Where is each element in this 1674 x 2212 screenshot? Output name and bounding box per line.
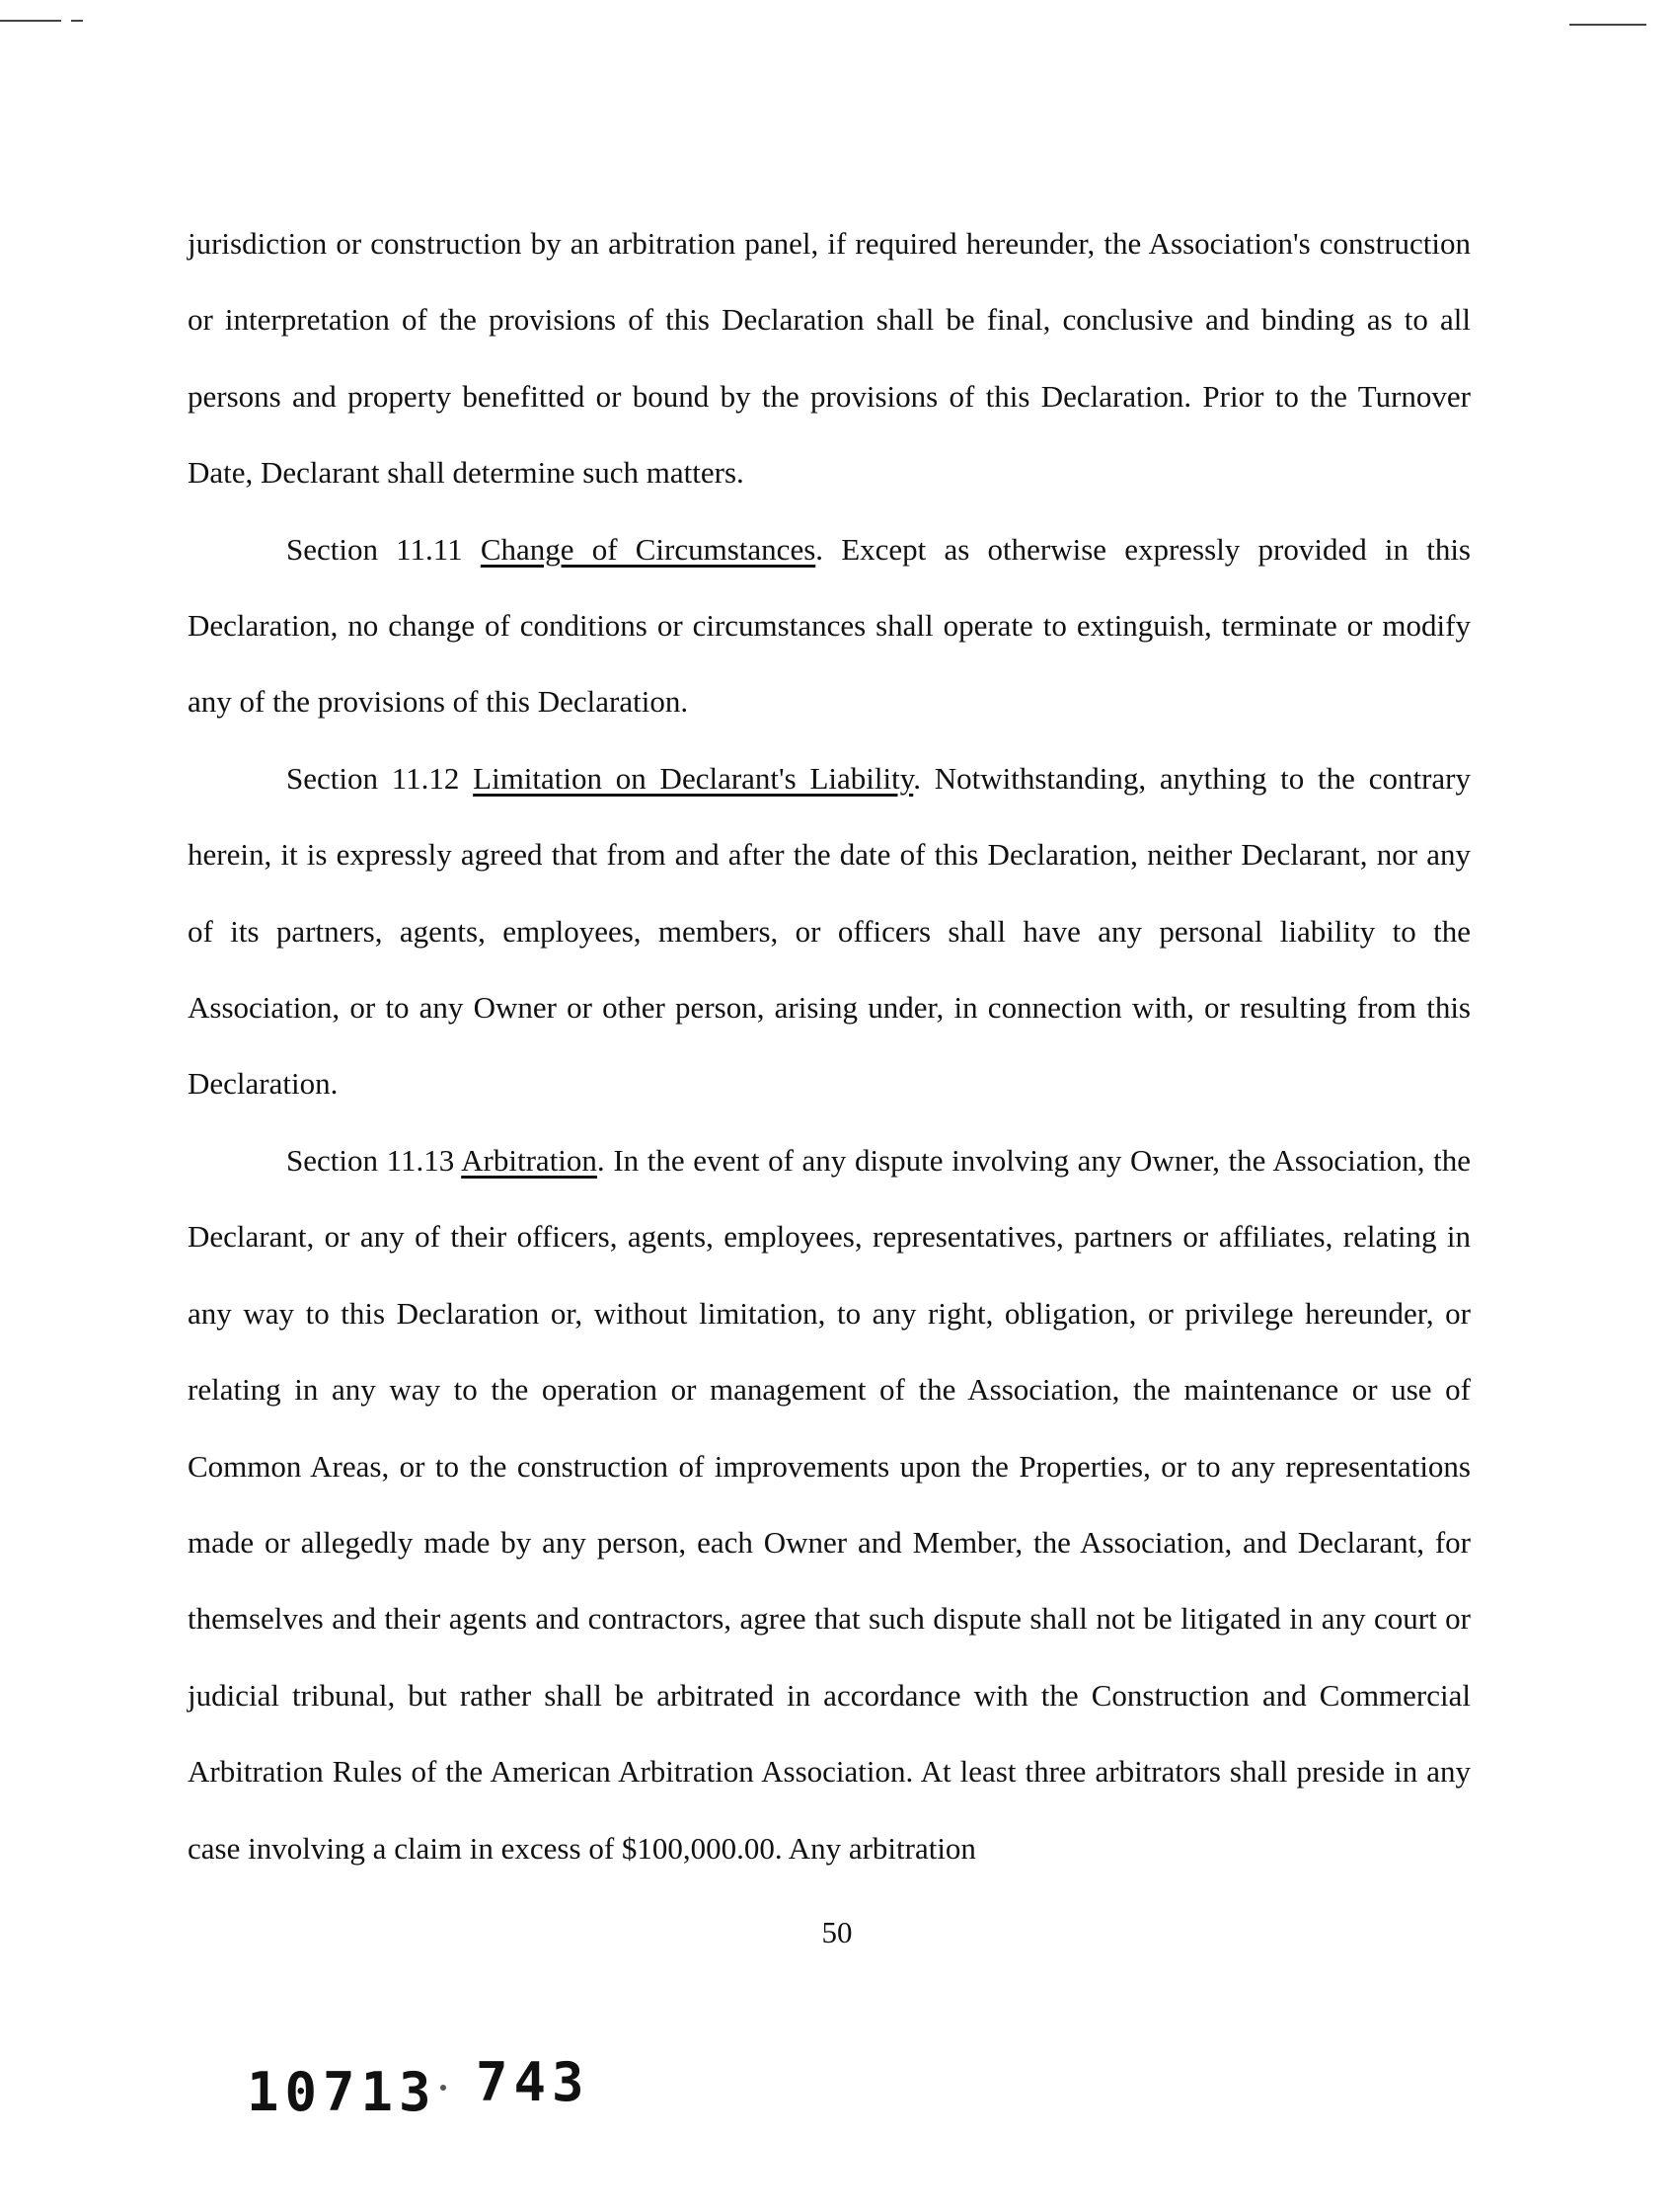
heading-period: . [913,760,921,796]
paragraph-text: jurisdiction or construction by an arbitration panel, if required hereunder, the Association's construction or interpretation of the provisions of this Declaration shall be final, conclusive and binding as to all persons and property benefitted or bound by the provisions of this Declaration. Prior to the Turnover Date, Declarant shall determine such matters. [188,226,1471,491]
section-number: Section 11.12 [286,760,474,796]
body-text [188,205,1471,1886]
section-heading: Arbitration [461,1142,597,1178]
paragraph-text: Notwithstanding, anything to the contrary herein, it is expressly agreed that from and after the date of this Declaration, neither Declarant, nor any of its partners, agents, employees, members, or officers shall have any personal liability to the Association, or to any Owner or other person, arising under, in connection with, or resulting from this Declaration. [188,760,1471,1102]
section-heading: Change of Circumstances [480,531,816,567]
section-heading: Limitation on Declarant's Liability [473,760,914,796]
section-number: Section 11.13 [286,1142,462,1178]
scan-mark-top-left-2 [71,20,83,22]
heading-period: . [596,1142,605,1178]
paragraph-continuation [188,205,1471,511]
page-number: 50 [821,1915,853,1949]
section-number: Section 11.11 [286,531,481,567]
stamp-dot [440,2085,446,2091]
paragraph-section-11-12 [188,740,1471,1122]
recording-stamp-book: 10713 [247,2061,437,2123]
paragraph-text: Except as otherwise expressly provided in this Declaration, no change of conditions or circumstances shall operate to extinguish, terminate or modify any of the provisions of this Declaration. [188,531,1471,720]
paragraph-text: In the event of any dispute involving any Owner, the Association, the Declarant, or any of their officers, agents, employees, representatives, partners or affiliates, relating in any way to this Declaration or, without limitation, to any right, obligation, or privilege hereunder, or relating in any way to the operation or management of the Association, the maintenance or use of Common Areas, or to the construction of improvements upon the Properties, or to any representations made or allegedly made by any person, each Owner and Member, the Association, and Declarant, for themselves and their agents and contractors, agree that such dispute shall not be litigated in any court or judicial tribunal, but rather shall be arbitrated in accordance with the Construction and Commercial Arbitration Rules of the American Arbitration Association. At least three arbitrators shall preside in any case involving a claim in excess of $100,000.00. Any arbitration [188,1142,1472,1866]
scan-mark-top-left [0,20,61,22]
scan-mark-top-right [1569,24,1646,26]
heading-period: . [815,531,824,567]
paragraph-section-11-13 [188,1122,1471,1886]
recording-stamp-page: 743 [476,2051,590,2113]
paragraph-section-11-11 [188,511,1471,740]
